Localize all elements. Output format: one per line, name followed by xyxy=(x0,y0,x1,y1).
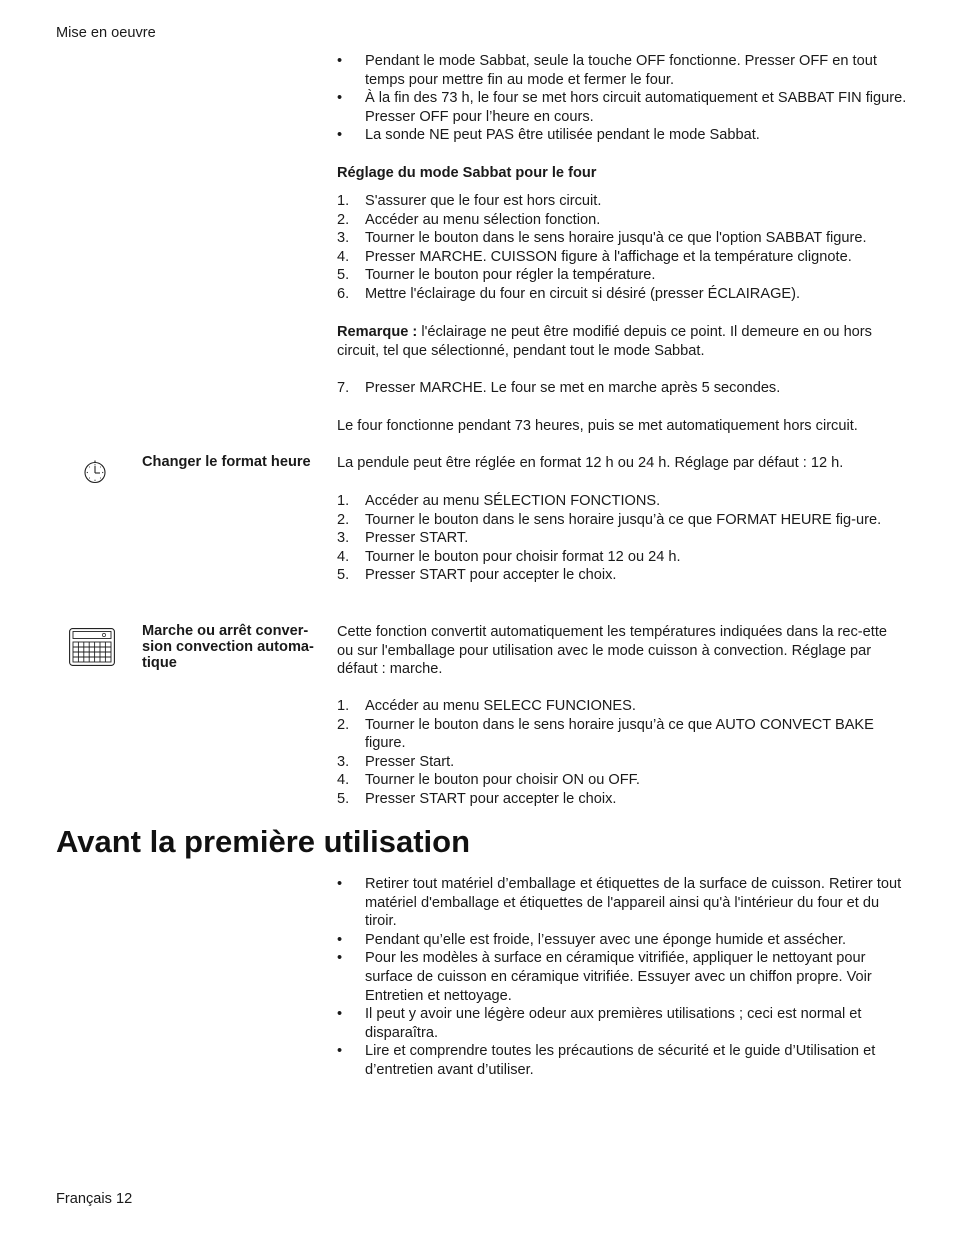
list-item: 1. Accéder au menu SELECC FUNCIONES. xyxy=(337,698,636,714)
clock-format-steps xyxy=(337,492,897,585)
auto-convect-steps xyxy=(337,697,897,809)
list-item: 4. Tourner le bouton pour choisir format 12 ou 24 h. xyxy=(337,548,681,565)
auto-convect-intro: Cette fonction convertit automatiquement les températures indiquées dans la rec-ette ou sur l'emballage pour utilisation avec le mode cuisson à convection. Réglage par défaut : marche. xyxy=(337,624,888,678)
clock-format-intro: La pendule peut être réglée en format 12 h ou 24 h. Réglage par défaut : 12 h. xyxy=(337,455,844,471)
list-item: 4. Presser MARCHE. CUISSON figure à l'affichage et la température clignote. xyxy=(337,248,852,265)
list-item: 2. Tourner le bouton dans le sens horaire jusqu’à ce que FORMAT HEURE fig-ure. xyxy=(337,511,882,528)
remark-text: l'éclairage ne peut être modifié depuis ce point. Il demeure en ou hors circuit, tel que sélectionné, pendant tout le mode Sabbat. xyxy=(337,324,872,359)
sabbat-setup-heading: Réglage du mode Sabbat pour le four xyxy=(337,165,597,181)
list-item: • Pour les modèles à surface en céramique vitrifiée, appliquer le nettoyant pour surface de cuisson en céramique vitrifiée. Essuyer avec un chiffon propre. Voir Entretien et nettoyage. xyxy=(337,950,872,1004)
page-footer: Français 12 xyxy=(56,1191,133,1207)
list-item: 3. Presser Start. xyxy=(337,753,455,770)
auto-convect-label: Marche ou arrêt conver-sion convection automa-tique xyxy=(142,623,314,671)
sabbat-steps-list xyxy=(337,192,907,304)
sabbat-closing: Le four fonctionne pendant 73 heures, puis se met automatiquement hors circuit. xyxy=(337,418,858,434)
keypad-icon xyxy=(69,628,115,666)
list-item: 3. Presser START. xyxy=(337,530,469,547)
list-item: • Pendant le mode Sabbat, seule la touche OFF fonctionne. Presser OFF en tout temps pour mettre fin au mode et fermer le four. xyxy=(337,53,877,88)
clock-icon xyxy=(83,460,107,484)
list-item: • Retirer tout matériel d’emballage et étiquettes de la surface de cuisson. Retirer tout matériel d'emballage et étiquettes de l'appareil ainsi qu'à l'intérieur du four et du tiroir. xyxy=(337,876,902,930)
section-title: Avant la première utilisation xyxy=(56,824,471,859)
list-item: 6. Mettre l'éclairage du four en circuit si désiré (presser ÉCLAIRAGE). xyxy=(337,285,801,302)
first-use-list xyxy=(337,875,903,1080)
list-item: • À la fin des 73 h, le four se met hors circuit automatiquement et SABBAT FIN figure. Presser OFF pour l’heure en cours. xyxy=(337,90,907,125)
list-item: • Pendant qu’elle est froide, l’essuyer avec une éponge humide et assécher. xyxy=(337,931,847,948)
list-item: • La sonde NE peut PAS être utilisée pendant le mode Sabbat. xyxy=(337,127,760,144)
list-item: 7. Presser MARCHE. Le four se met en marche après 5 secondes. xyxy=(337,380,781,396)
list-item: • Lire et comprendre toutes les précautions de sécurité et le guide d’Utilisation et d’entretien avant d’utiliser. xyxy=(337,1043,876,1078)
list-item: 1. S'assurer que le four est hors circuit. xyxy=(337,193,602,209)
sabbat-step-7 xyxy=(337,379,907,398)
sabbat-remark xyxy=(337,323,907,360)
remark-label: Remarque : xyxy=(337,324,418,340)
list-item: • Il peut y avoir une légère odeur aux premières utilisations ; ceci est normal et disparaîtra. xyxy=(337,1006,862,1041)
running-header: Mise en oeuvre xyxy=(56,25,156,41)
list-item: 2. Accéder au menu sélection fonction. xyxy=(337,211,601,228)
list-item: 3. Tourner le bouton dans le sens horaire jusqu'à ce que l'option SABBAT figure. xyxy=(337,230,867,247)
sabbat-notes-list xyxy=(337,52,907,145)
clock-format-label: Changer le format heure xyxy=(142,454,311,470)
list-item: 5. Tourner le bouton pour régler la température. xyxy=(337,267,656,284)
list-item: 2. Tourner le bouton dans le sens horaire jusqu’à ce que AUTO CONVECT BAKE figure. xyxy=(337,716,874,752)
list-item: 5. Presser START pour accepter le choix. xyxy=(337,567,617,584)
list-item: 4. Tourner le bouton pour choisir ON ou OFF. xyxy=(337,772,640,789)
list-item: 1. Accéder au menu SÉLECTION FONCTIONS. xyxy=(337,493,661,509)
list-item: 5. Presser START pour accepter le choix. xyxy=(337,790,617,807)
